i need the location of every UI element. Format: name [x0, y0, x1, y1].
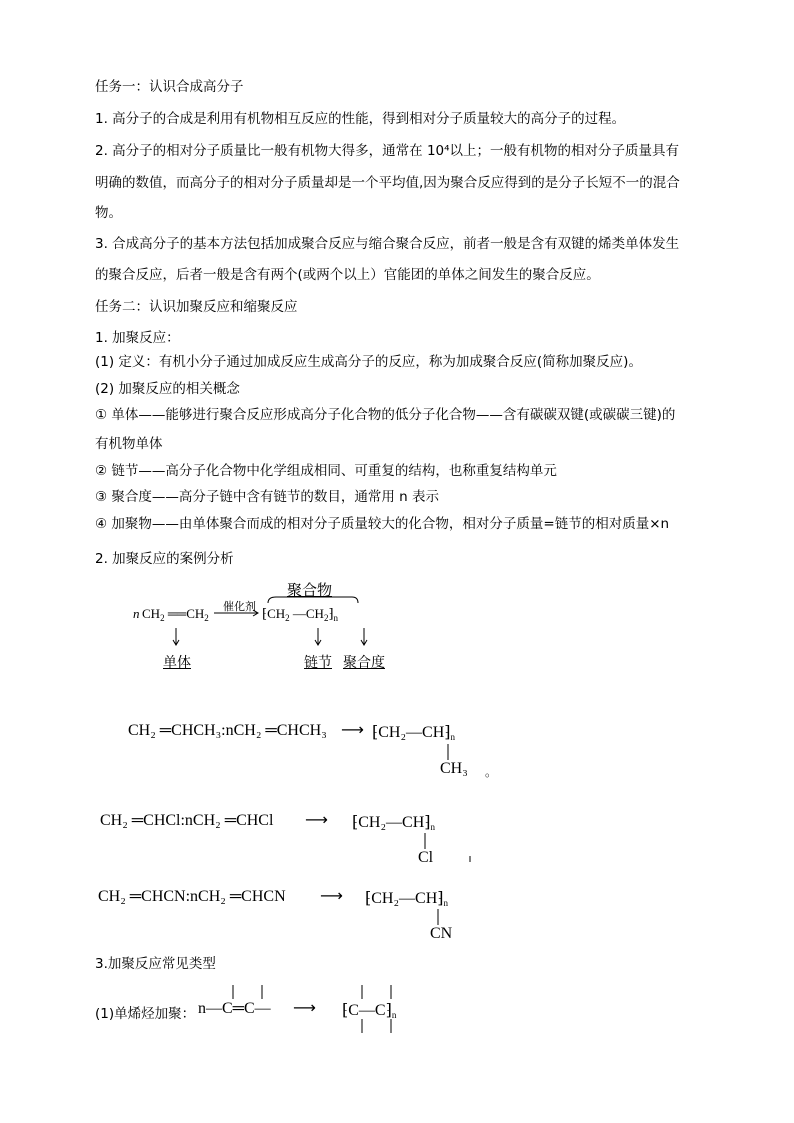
- catalyst-label: 催化剂: [223, 601, 256, 613]
- propene-dot: 。: [485, 765, 498, 779]
- task2-heading: 任务二：认识加聚反应和缩聚反应: [95, 299, 298, 315]
- section-2-title: 2. 加聚反应的案例分析: [95, 551, 234, 567]
- section-1-1: (1) 定义：有机小分子通过加成反应生成高分子的反应，称为加成聚合反应(简称加聚反应)。: [95, 354, 642, 370]
- olefin-rhs-main: C—C: [348, 1002, 386, 1019]
- acrylonitrile-substituent: CN: [430, 925, 453, 942]
- vinyl-chloride-rhs: $⁅CH_2—CH⁆_n$: [352, 814, 436, 832]
- propene-lhs: CH₂ ═CHCH₃:nCH₂ ═CHCH₃: [128, 722, 327, 739]
- section-1-title: 1. 加聚反应：: [95, 330, 180, 346]
- concept-3: ③ 聚合度——高分子链中含有链节的数目，通常用 n 表示: [95, 489, 440, 505]
- task1-paragraph-1: 1. 高分子的合成是利用有机物相互反应的性能，得到相对分子质量较大的高分子的过程。: [95, 111, 626, 127]
- concept-2: ② 链节——高分子化合物中化学组成相同、可重复的结构，也称重复结构单元: [95, 463, 557, 479]
- propene-substituent: CH₃: [440, 760, 468, 777]
- section-3-title: 3.加聚反应常见类型: [95, 956, 216, 972]
- task1-heading: 任务一：认识合成高分子: [95, 79, 244, 95]
- propene-rhs-main: CH₂—CH: [378, 724, 445, 741]
- vinyl-chloride-arrow: ⟶: [305, 810, 328, 829]
- vinyl-chloride-substituent: Cl: [418, 849, 434, 866]
- task1-paragraph-3a: 3. 合成高分子的基本方法包括加成聚合反应与缩合聚合反应，前者一般是含有双键的烯类单体发生: [95, 236, 680, 252]
- propene-arrow: ⟶: [341, 720, 364, 739]
- task1-paragraph-2c: 物。: [95, 205, 122, 221]
- acrylonitrile-arrow: ⟶: [320, 886, 343, 905]
- concept-1b: 有机物单体: [95, 436, 163, 452]
- concept-1a: ① 单体——能够进行聚合反应形成高分子化合物的低分子化合物——含有碳碳双键(或碳碳三键)的: [95, 407, 676, 423]
- olefin-lhs: n—C═C—: [198, 1000, 271, 1017]
- task1-paragraph-3b: 的聚合反应，后者一般是含有两个(或两个以上）官能团的单体之间发生的聚合反应。: [95, 267, 600, 283]
- acrylonitrile-lhs: CH₂ ═CHCN:nCH₂ ═CHCN: [98, 888, 286, 905]
- acrylonitrile-rhs: $⁅CH_2—CH⁆_n$: [365, 890, 449, 908]
- propene-rhs: $⁅CH_2—CH⁆_n$: [372, 724, 456, 742]
- olefin-rhs: $⁅C—C⁆_n$: [342, 1002, 397, 1020]
- task1-paragraph-2b: 明确的数值，而高分子的相对分子质量却是一个平均值,因为聚合反应得到的是分子长短不一的混合: [95, 175, 680, 191]
- diagram-repeat-unit: $⁅CH_2$ $—CH_2⁆_n$: [262, 606, 339, 623]
- section-1-2: (2) 加聚反应的相关概念: [95, 381, 240, 397]
- concept-4: ④ 加聚物——由单体聚合而成的相对分子质量较大的化合物，相对分子质量=链节的相对质量×n: [95, 516, 670, 532]
- vinyl-chloride-lhs: CH₂ ═CHCl:nCH₂ ═CHCl: [100, 812, 274, 829]
- olefin-arrow: ⟶: [293, 998, 316, 1017]
- diagram-ch2-a: $CH_2$ $══CH_2$: [142, 606, 209, 623]
- monomer-label: 单体: [163, 656, 191, 671]
- acrylonitrile-rhs-main: CH₂—CH: [371, 890, 438, 907]
- chain-unit-label: 链节: [304, 656, 332, 671]
- polymer-brace: [268, 597, 358, 603]
- task1-paragraph-2a: 2. 高分子的相对分子质量比一般有机物大得多，通常在 10⁴以上；一般有机物的相对分子质量具有: [95, 143, 680, 159]
- polymer-label: 聚合物: [287, 583, 333, 599]
- diagram-n: n: [133, 606, 140, 621]
- vinyl-chloride-rhs-main: CH₂—CH: [358, 814, 425, 831]
- degree-label: 聚合度: [343, 656, 385, 671]
- section-3-1: (1)单烯烃加聚：: [95, 1006, 196, 1022]
